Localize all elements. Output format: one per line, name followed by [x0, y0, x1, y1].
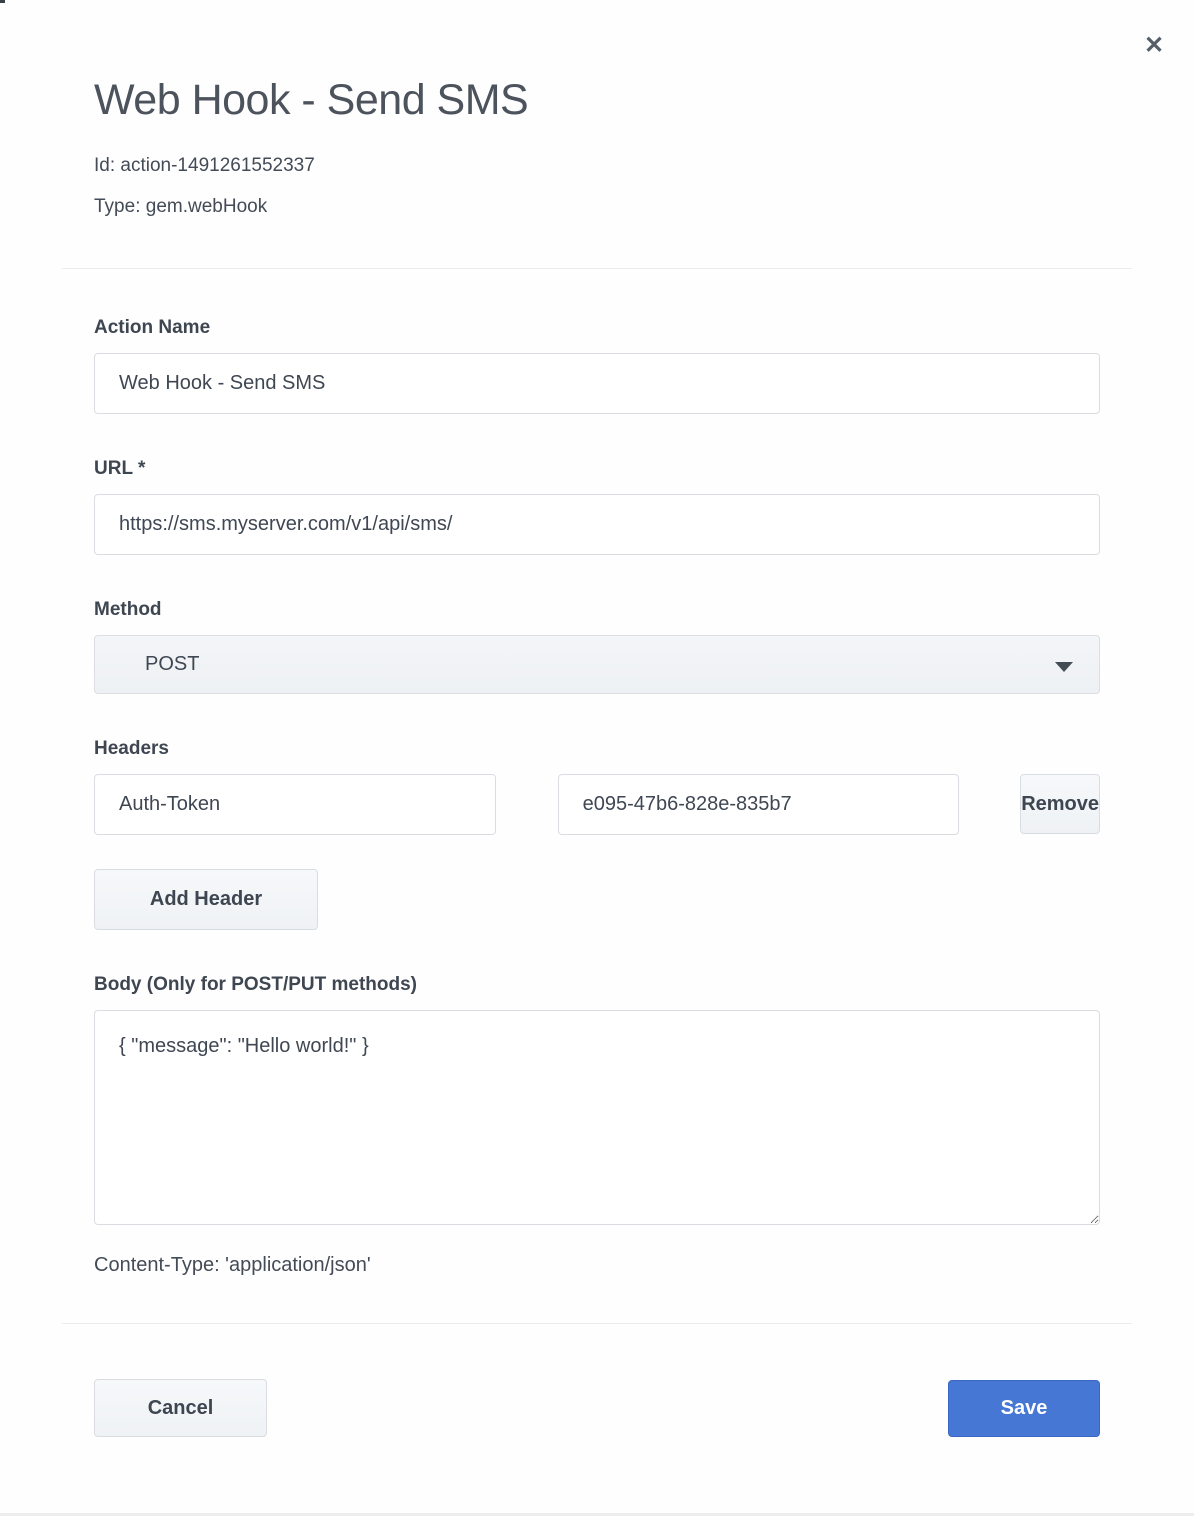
body-field	[94, 974, 1100, 1277]
url-field	[94, 458, 1100, 555]
headers-field	[94, 738, 1100, 930]
save-button[interactable]: Save	[948, 1380, 1100, 1437]
header-value-input[interactable]	[558, 774, 960, 835]
add-header-button[interactable]: Add Header	[94, 869, 318, 930]
chevron-down-icon	[1055, 662, 1073, 672]
action-name-input[interactable]	[94, 353, 1100, 414]
method-select[interactable]	[94, 635, 1100, 694]
footer-divider	[62, 1323, 1132, 1324]
close-icon[interactable]: ✕	[1138, 30, 1170, 62]
remove-header-button[interactable]: Remove	[1020, 774, 1100, 834]
content-type-hint: Content-Type: 'application/json'	[94, 1254, 371, 1276]
method-label: Method	[94, 599, 162, 620]
dialog-footer	[94, 1379, 1100, 1437]
body-textarea[interactable]	[94, 1010, 1100, 1225]
dialog-title: Web Hook - Send SMS	[94, 76, 529, 124]
action-id-text: Id: action-1491261552337	[94, 155, 315, 176]
action-type-text: Type: gem.webHook	[94, 196, 268, 217]
headers-label: Headers	[94, 738, 169, 759]
url-input[interactable]	[94, 494, 1100, 555]
method-selected-value: POST	[145, 653, 200, 675]
method-field	[94, 599, 1100, 694]
body-label: Body (Only for POST/PUT methods)	[94, 974, 418, 995]
action-name-label: Action Name	[94, 317, 211, 338]
header-divider	[62, 268, 1132, 269]
url-label: URL *	[94, 458, 146, 479]
screen-corner-artifact	[0, 0, 5, 3]
action-name-field	[94, 317, 1100, 414]
cancel-button[interactable]: Cancel	[94, 1379, 267, 1437]
header-name-input[interactable]	[94, 774, 496, 835]
header-row	[94, 774, 1100, 835]
